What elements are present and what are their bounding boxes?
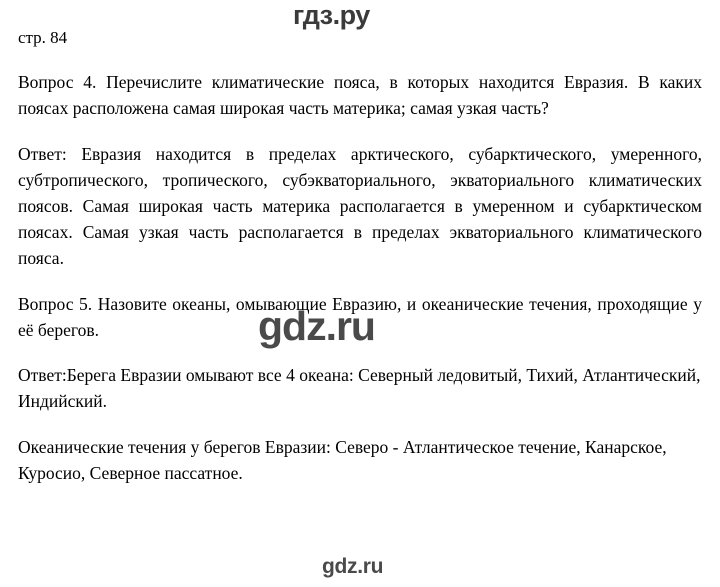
page-number-label: стр. 84 <box>18 28 68 47</box>
question-5-text: Вопрос 5. Назовите океаны, омывающие Евразию, и океанические течения, проходящие у её берегов. <box>18 293 702 340</box>
answer-5-text: Ответ:Берега Евразии омывают все 4 океана: Северный ледовитый, Тихий, Атлантический, Индийский. <box>18 365 701 412</box>
question-4-text: Вопрос 4. Перечислите климатические пояса, в которых находится Евразия. В каких поясах расположена самая широкая часть материка; самая узкая часть? <box>18 72 702 119</box>
answer-4-text: Ответ: Евразия находится в пределах арктического, субарктического, умеренного, субтропического, тропического, субэкваториального, экваториального климатических поясов. Самая широкая часть материка располагается в умеренном и субарктическом поясах. Самая узкая часть располагается в пределах экваториального климатического пояса. <box>18 144 702 268</box>
document-content <box>18 28 702 507</box>
watermark-bottom: gdz.ru <box>322 555 384 578</box>
watermark-center: gdz.ru <box>258 303 375 349</box>
answer-5-currents-text: Океанические течения у берегов Евразии: Северо - Атлантическое течение, Канарское, Куросио, Северное пассатное. <box>18 437 667 484</box>
site-logo: гдз.ру <box>293 0 370 30</box>
